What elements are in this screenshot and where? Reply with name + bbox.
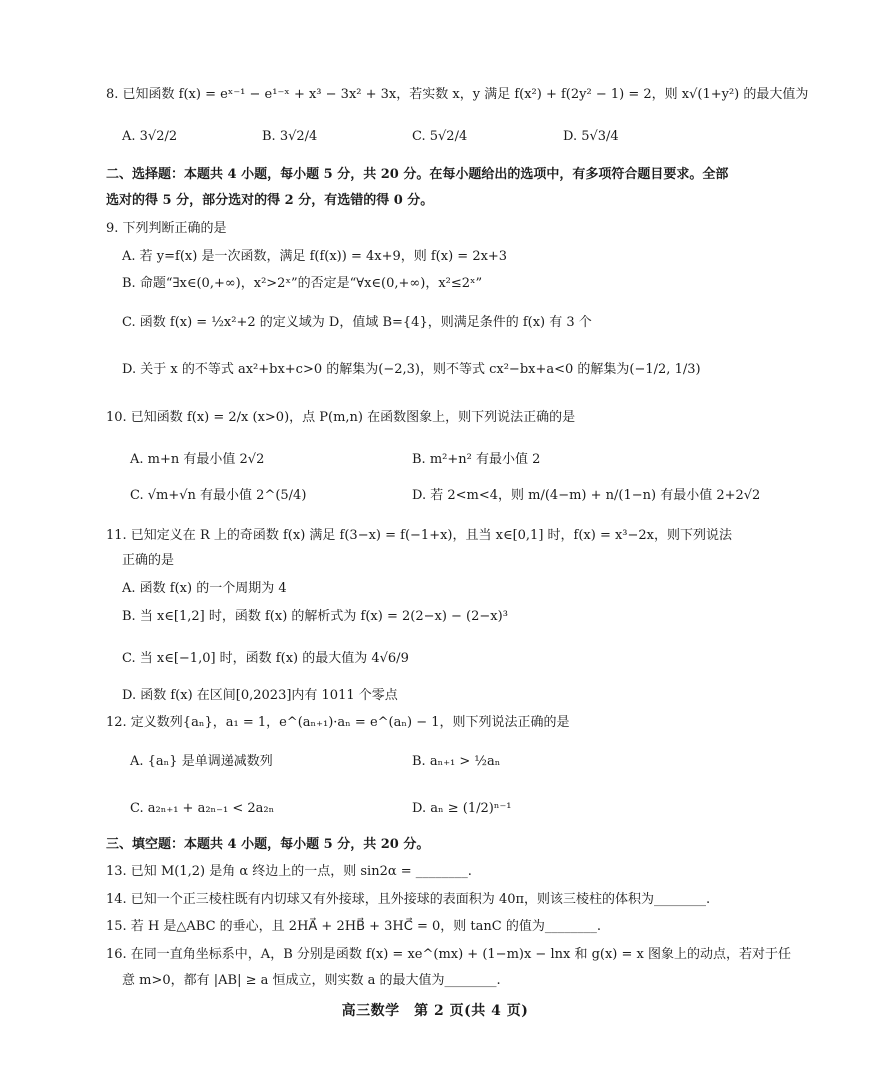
q10-option-d: D. 若 2<m<4，则 m/(4−m) + n/(1−n) 有最小值 2+2√2 <box>412 488 761 503</box>
q11-option-c: C. 当 x∈[−1,0] 时，函数 f(x) 的最大值为 4√6/9 <box>122 651 409 666</box>
section2-heading-line1: 二、选择题：本题共 4 小题，每小题 5 分，共 20 分。在每小题给出的选项中，有多项符合题目要求。全部 <box>106 167 729 182</box>
section2-heading-line2: 选对的得 5 分，部分选对的得 2 分，有选错的得 0 分。 <box>106 193 434 208</box>
q9-option-a: A. 若 y=f(x) 是一次函数，满足 f(f(x)) = 4x+9，则 f(x) = 2x+3 <box>122 249 508 264</box>
q9-stem: 9. 下列判断正确的是 <box>106 221 227 236</box>
q12-option-a: A. {aₙ} 是单调递减数列 <box>130 754 273 769</box>
q14-text: 14. 已知一个正三棱柱既有内切球又有外接球，且外接球的表面积为 40π，则该三棱柱的体积为________. <box>106 892 711 907</box>
q12-option-c: C. a₂ₙ₊₁ + a₂ₙ₋₁ < 2a₂ₙ <box>130 801 275 816</box>
q11-stem-line1: 11. 已知定义在 R 上的奇函数 f(x) 满足 f(3−x) = f(−1+x)，且当 x∈[0,1] 时，f(x) = x³−2x，则下列说法 <box>106 528 733 543</box>
q16-text-line2: 意 m>0，都有 |AB| ≥ a 恒成立，则实数 a 的最大值为________. <box>122 973 501 988</box>
q10-stem: 10. 已知函数 f(x) = 2/x (x>0)，点 P(m,n) 在函数图象上，则下列说法正确的是 <box>106 410 576 425</box>
q13-text: 13. 已知 M(1,2) 是角 α 终边上的一点，则 sin2α = ________. <box>106 864 472 879</box>
q10-option-a: A. m+n 有最小值 2√2 <box>130 452 265 467</box>
q10-option-b: B. m²+n² 有最小值 2 <box>412 452 541 467</box>
q12-option-b: B. aₙ₊₁ > ½aₙ <box>412 754 501 769</box>
q9-option-b: B. 命题“∃x∈(0,+∞)，x²>2ˣ”的否定是“∀x∈(0,+∞)，x²≤2ˣ” <box>122 276 483 291</box>
q10-option-c: C. √m+√n 有最小值 2^(5/4) <box>130 488 307 503</box>
q8-option-a: A. 3√2/2 <box>122 129 178 144</box>
q12-option-d: D. aₙ ≥ (1/2)ⁿ⁻¹ <box>412 801 512 816</box>
q11-option-b: B. 当 x∈[1,2] 时，函数 f(x) 的解析式为 f(x) = 2(2−x) − (2−x)³ <box>122 609 508 624</box>
q16-text-line1: 16. 在同一直角坐标系中，A，B 分别是函数 f(x) = xe^(mx) + (1−m)x − lnx 和 g(x) = x 图象上的动点，若对于任 <box>106 947 792 962</box>
q8-option-b: B. 3√2/4 <box>262 129 318 144</box>
page-footer: 高三数学 第 2 页(共 4 页) <box>341 1003 529 1019</box>
q12-stem: 12. 定义数列{aₙ}，a₁ = 1，e^(aₙ₊₁)·aₙ = e^(aₙ) − 1，则下列说法正确的是 <box>106 715 570 730</box>
q8-option-c: C. 5√2/4 <box>412 129 468 144</box>
q9-option-c: C. 函数 f(x) = ½x²+2 的定义域为 D，值域 B={4}，则满足条件的 f(x) 有 3 个 <box>122 315 592 330</box>
q15-text: 15. 若 H 是△ABC 的垂心，且 2HA⃗ + 2HB⃗ + 3HC⃗ = 0，则 tanC 的值为________. <box>106 919 601 934</box>
q8-option-d: D. 5√3/4 <box>563 129 619 144</box>
q9-option-d: D. 关于 x 的不等式 ax²+bx+c>0 的解集为(−2,3)，则不等式 cx²−bx+a<0 的解集为(−1/2, 1/3) <box>122 362 701 377</box>
section3-heading: 三、填空题：本题共 4 小题，每小题 5 分，共 20 分。 <box>106 837 430 852</box>
q8-stem: 8. 已知函数 f(x) = eˣ⁻¹ − e¹⁻ˣ + x³ − 3x² + 3x，若实数 x，y 满足 f(x²) + f(2y² − 1) = 2，则 x√(1+y²) 的最大值为 <box>106 87 809 102</box>
q11-option-a: A. 函数 f(x) 的一个周期为 4 <box>122 581 287 596</box>
q11-stem-line2: 正确的是 <box>122 553 175 568</box>
q11-option-d: D. 函数 f(x) 在区间[0,2023]内有 1011 个零点 <box>122 688 398 703</box>
